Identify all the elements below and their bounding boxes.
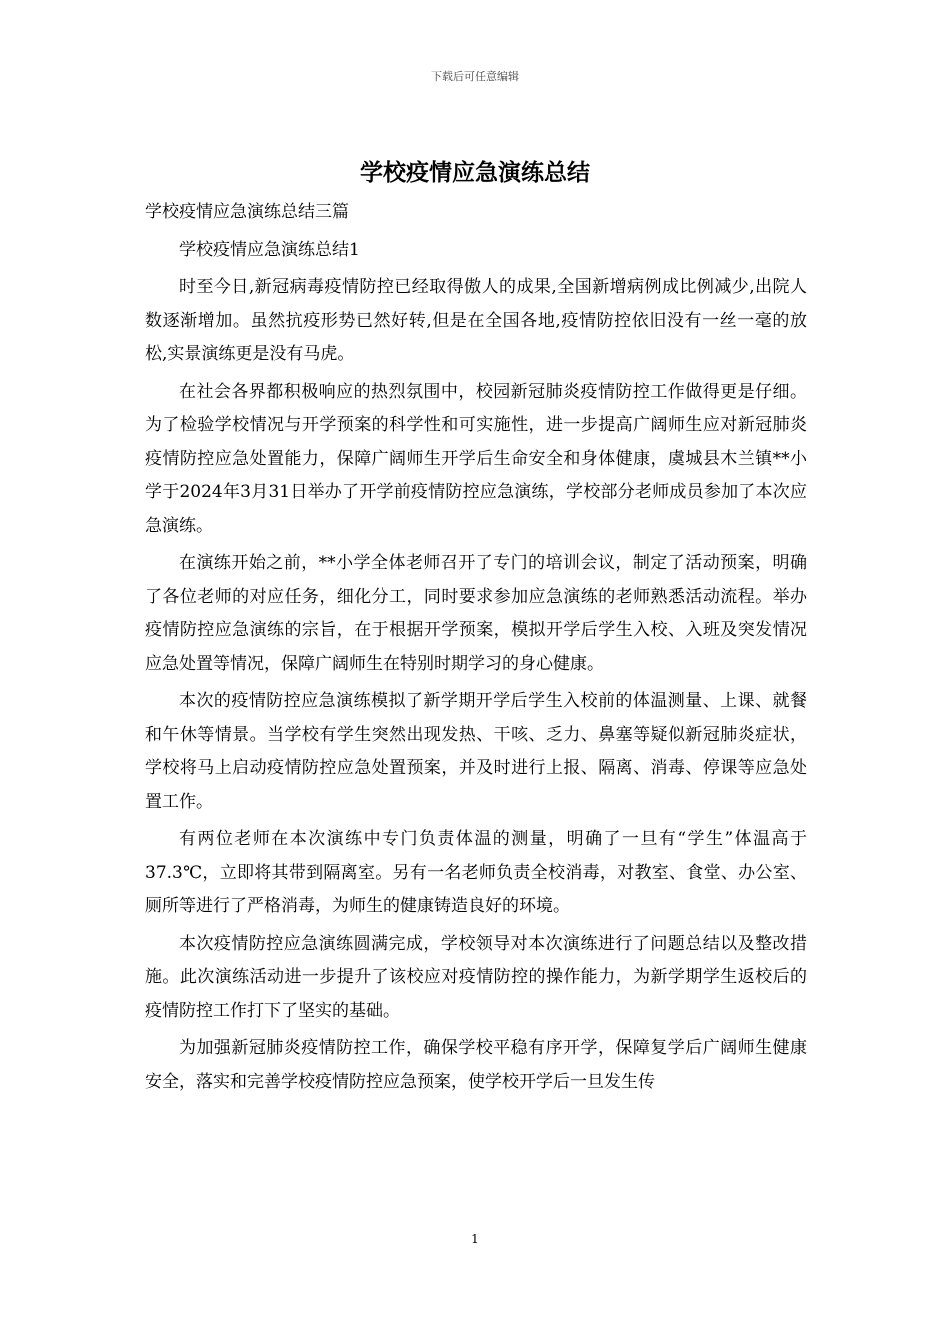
paragraph: 本次的疫情防控应急演练模拟了新学期开学后学生入校前的体温测量、上课、就餐和午休等情景。当学校有学生突然出现发热、干咳、乏力、鼻塞等疑似新冠肺炎症状，学校将马上启动疫情防控应急处置预案，并及时进行上报、隔离、消毒、停课等应急处置工作。 (145, 691, 807, 812)
paragraph: 在社会各界都积极响应的热烈氛围中，校园新冠肺炎疫情防控工作做得更是仔细。为了检验学校情况与开学预案的科学性和可实施性，进一步提高广阔师生应对新冠肺炎疫情防控应急处置能力，保障广阔师生开学后生命安全和身体健康，虞城县木兰镇**小学于2024年3月31日举办了开学前疫情防控应急演练，学校部分老师成员参加了本次应急演练。 (145, 381, 807, 536)
paragraph: 为加强新冠肺炎疫情防控工作，确保学校平稳有序开学，保障复学后广阔师生健康安全，落实和完善学校疫情防控应急预案，使学校开学后一旦发生传 (145, 1038, 807, 1092)
section-heading: 学校疫情应急演练总结1 (179, 239, 360, 260)
page-number: 1 (471, 1232, 479, 1246)
document-subtitle: 学校疫情应急演练总结三篇 (145, 202, 349, 222)
document-body (145, 196, 807, 1103)
paragraph: 在演练开始之前，**小学全体老师召开了专门的培训会议，制定了活动预案，明确了各位老师的对应任务，细化分工，同时要求参加应急演练的老师熟悉活动流程。举办疫情防控应急演练的宗旨，在于根据开学预案，模拟开学后学生入校、入班及突发情况应急处置等情况，保障广阔师生在特别时期学习的身心健康。 (145, 553, 807, 674)
document-title: 学校疫情应急演练总结 (360, 160, 590, 186)
paragraph: 时至今日,新冠病毒疫情防控已经取得傲人的成果,全国新增病例成比例减少,出院人数逐渐增加。虽然抗疫形势已然好转,但是在全国各地,疫情防控依旧没有一丝一毫的放松,实景演练更是没有马虎。 (145, 277, 807, 364)
page-header-note: 下载后可任意编辑 (431, 70, 519, 83)
paragraph: 有两位老师在本次演练中专门负责体温的测量，明确了一旦有“学生”体温高于37.3℃，立即将其带到隔离室。另有一名老师负责全校消毒，对教室、食堂、办公室、厕所等进行了严格消毒，为师生的健康铸造良好的环境。 (145, 829, 807, 916)
paragraph: 本次疫情防控应急演练圆满完成，学校领导对本次演练进行了问题总结以及整改措施。此次演练活动进一步提升了该校应对疫情防控的操作能力，为新学期学生返校后的疫情防控工作打下了坚实的基础。 (145, 933, 807, 1021)
